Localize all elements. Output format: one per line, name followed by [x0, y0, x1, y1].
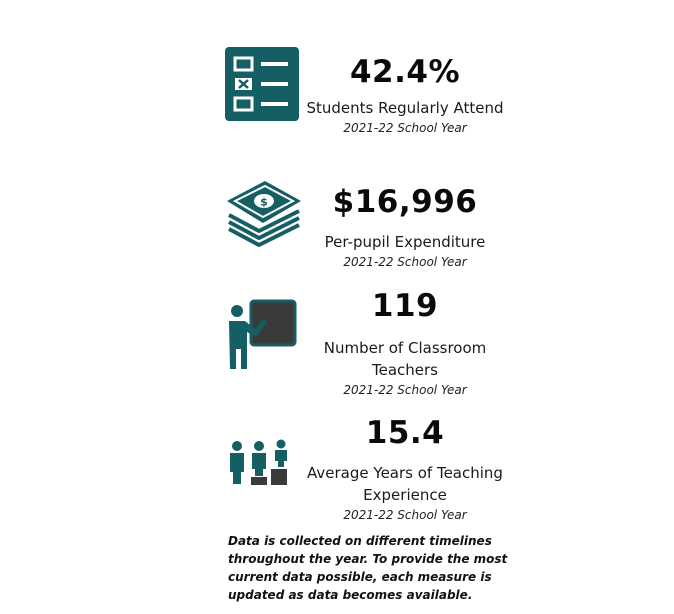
stat-period: 2021-22 School Year — [343, 383, 467, 397]
stat-experience — [220, 412, 610, 532]
money-stack-icon — [225, 175, 301, 251]
stat-attendance — [220, 45, 610, 165]
stat-teachers — [220, 285, 610, 405]
stat-label: Number of Classroom Teachers — [323, 339, 487, 379]
footnote: Data is collected on different timelines throughout the year. To provide the most current data possible, each measure is updated as data becomes available. — [228, 534, 508, 602]
stat-period: 2021-22 School Year — [343, 121, 467, 135]
ballot-checklist-icon — [225, 47, 301, 123]
stat-value: 15.4 — [365, 415, 445, 451]
teacher-board-icon — [225, 297, 301, 373]
stat-label: Per-pupil Expenditure — [324, 233, 486, 251]
stat-text — [305, 287, 505, 399]
stat-value: $16,996 — [332, 184, 478, 220]
stat-text — [305, 53, 505, 137]
stat-period: 2021-22 School Year — [343, 508, 467, 522]
people-podium-icon — [225, 436, 301, 512]
stat-expenditure — [220, 175, 610, 295]
stat-period: 2021-22 School Year — [343, 255, 467, 269]
svg-text:$: $ — [260, 195, 268, 209]
stat-text — [305, 414, 505, 524]
stat-label: Average Years of Teaching Experience — [307, 464, 503, 504]
stat-text — [305, 183, 505, 271]
stat-value: 119 — [371, 288, 439, 324]
stat-value: 42.4% — [349, 54, 461, 90]
stat-label: Students Regularly Attend — [306, 99, 504, 117]
